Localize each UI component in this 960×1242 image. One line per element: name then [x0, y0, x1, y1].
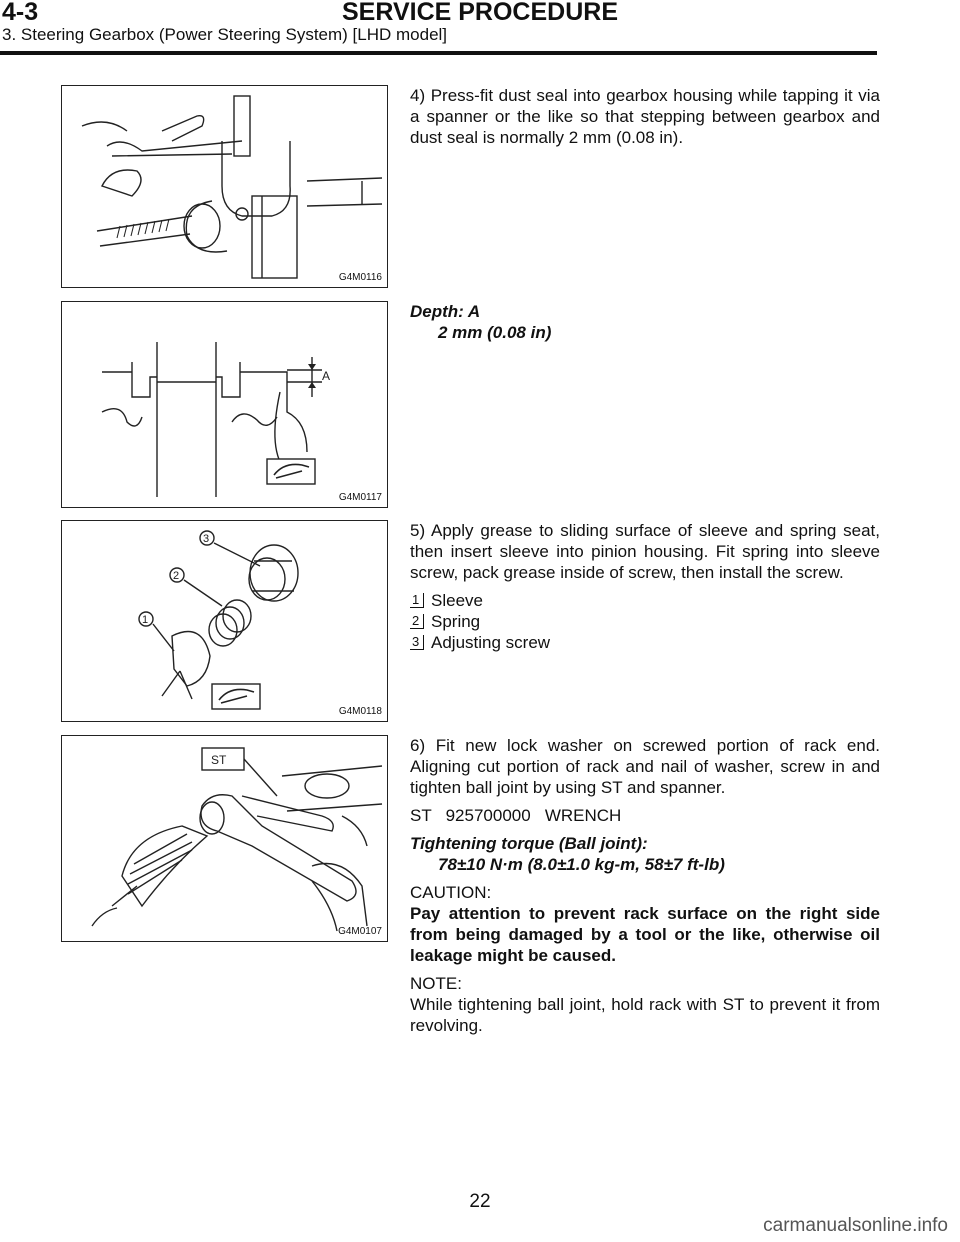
dimension-label-a: A: [322, 369, 331, 383]
header-rule: [0, 51, 877, 55]
depth-label: Depth: A: [410, 302, 481, 321]
legend-item: 2 Spring: [412, 612, 481, 631]
step-5-block: [410, 520, 880, 653]
legend-item: 1 Sleeve: [412, 591, 483, 610]
caution-label: CAUTION:: [410, 883, 492, 902]
figure-dust-seal-depth: [61, 301, 388, 508]
depth-value: 2 mm (0.08 in): [438, 323, 552, 342]
dust-seal-depth-illustration: [62, 302, 387, 507]
figure-caption: G4M0118: [338, 706, 382, 717]
callout-3: 3: [203, 533, 210, 545]
figure-dust-seal-press: [61, 85, 388, 288]
step-4-text: 4) Press-fit dust seal into gearbox housing while tapping it via a spanner or the like so that stepping between gearbox and dust seal is normally 2 mm (0.08 in).: [410, 86, 880, 147]
legend-item: 3 Adjusting screw: [412, 633, 551, 652]
sleeve-spring-screw-illustration: [62, 521, 387, 721]
special-tool-line: ST 925700000 WRENCH: [410, 806, 622, 825]
callout-1: 1: [142, 614, 149, 626]
page-subtitle: 3. Steering Gearbox (Power Steering System) [LHD model]: [2, 25, 448, 44]
torque-value: 78±10 N·m (8.0±1.0 kg-m, 58±7 ft-lb): [438, 855, 725, 874]
step-5-text: 5) Apply grease to sliding surface of sleeve and spring seat, then insert sleeve into pinion housing. Fit spring into sleeve screw, pack grease inside of screw, then install the screw.: [410, 521, 880, 582]
figure-sleeve-spring-screw: [61, 520, 388, 722]
step-4-block: [410, 85, 880, 155]
section-number: 4-3: [2, 0, 39, 26]
step-6-text: 6) Fit new lock washer on screwed portion of rack end. Aligning cut portion of rack and nail of washer, screw in and tighten ball joint by using ST and spanner.: [410, 736, 880, 797]
step-6-block: [410, 735, 880, 1043]
torque-label: Tightening torque (Ball joint):: [410, 834, 648, 853]
page-header: [0, 0, 960, 62]
figure-ball-joint-wrench: [61, 735, 388, 942]
ball-joint-wrench-illustration: [62, 736, 387, 941]
parts-legend: [410, 590, 880, 653]
figure-caption: G4M0116: [338, 272, 382, 283]
note-label: NOTE:: [410, 974, 462, 993]
caution-text: Pay attention to prevent rack surface on the right side from being damaged by a tool or the like, otherwise oil leakage might be caused.: [410, 904, 880, 965]
watermark: carmanualsonline.info: [763, 1215, 948, 1236]
figure-caption: G4M0117: [338, 492, 382, 503]
page-number: 22: [469, 1191, 491, 1212]
dust-seal-press-illustration: [62, 86, 387, 287]
callout-2: 2: [173, 570, 180, 582]
page-title: SERVICE PROCEDURE: [342, 0, 618, 26]
depth-spec-block: [410, 301, 880, 343]
note-text: While tightening ball joint, hold rack with ST to prevent it from revolving.: [410, 995, 880, 1035]
st-tool-label: ST: [211, 753, 227, 767]
figure-caption: G4M0107: [338, 926, 382, 937]
